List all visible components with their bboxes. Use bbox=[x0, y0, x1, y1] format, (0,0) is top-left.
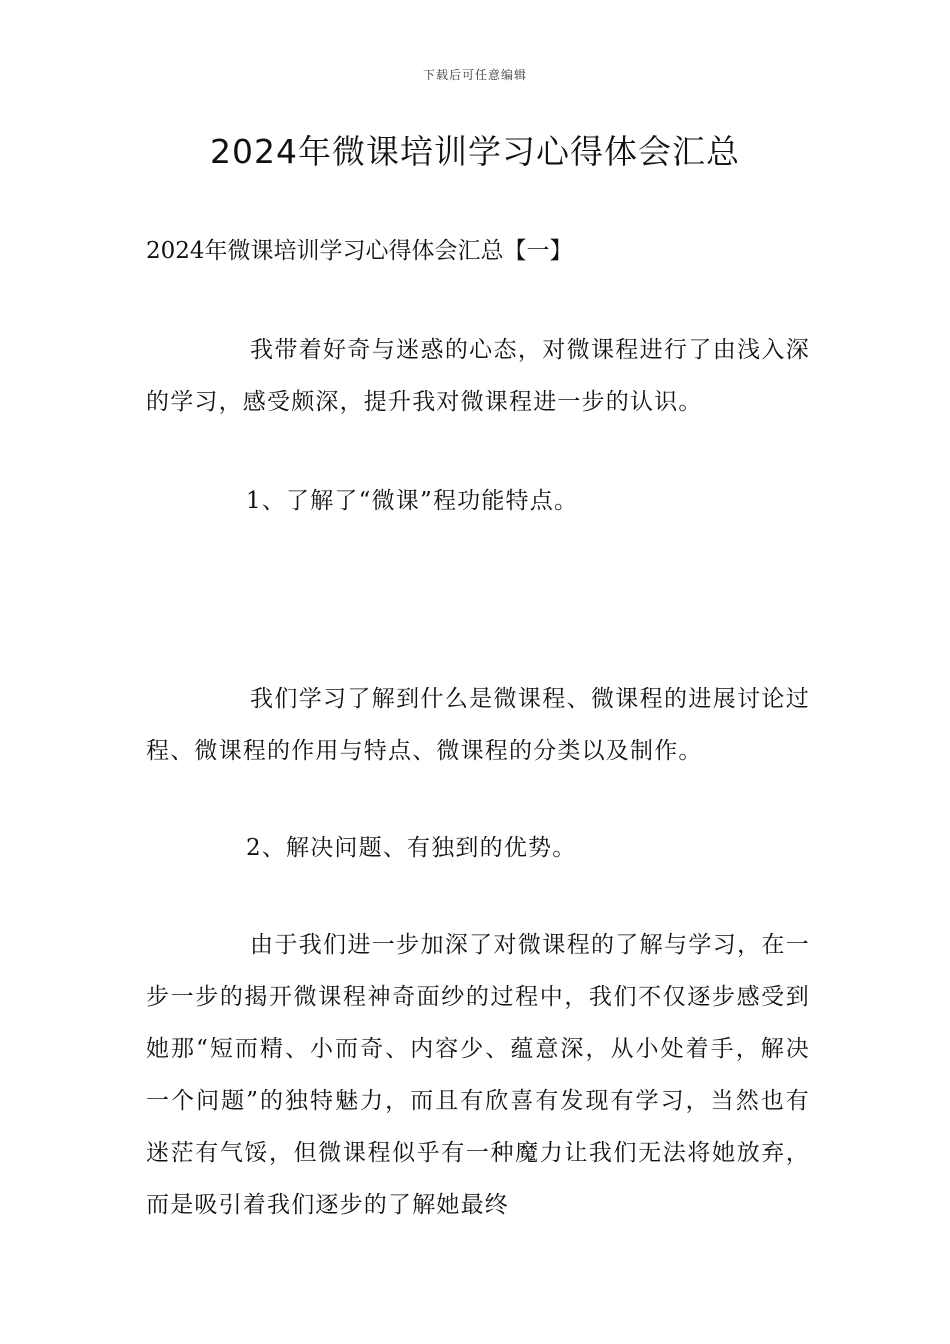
document-title: 2024年微课培训学习心得体会汇总 bbox=[210, 132, 740, 171]
paragraph-learning: 我们学习了解到什么是微课程、微课程的进展讨论过程、微课程的作用与特点、微课程的分类以及制作。 bbox=[146, 686, 810, 764]
section-heading: 2024年微课培训学习心得体会汇总【一】 bbox=[146, 238, 573, 264]
header-note: 下载后可任意编辑 bbox=[422, 68, 527, 82]
numbered-point-2: 2、解决问题、有独到的优势。 bbox=[246, 835, 577, 861]
numbered-point-1: 1、了解了“微课”程功能特点。 bbox=[246, 488, 579, 514]
paragraph-reflection: 由于我们进一步加深了对微课程的了解与学习，在一步一步的揭开微课程神奇面纱的过程中，我们不仅逐步感受到她那“短而精、小而奇、内容少、蕴意深，从小处着手，解决一个问题”的独特魅力，而且有欣喜有发现有学习，当然也有迷茫有气馁，但微课程似乎有一种魔力让我们无法将她放弃，而是吸引着我们逐步的了解她最终 bbox=[146, 932, 810, 1218]
paragraph-intro: 我带着好奇与迷惑的心态，对微课程进行了由浅入深的学习，感受颇深，提升我对微课程进一步的认识。 bbox=[146, 337, 810, 415]
